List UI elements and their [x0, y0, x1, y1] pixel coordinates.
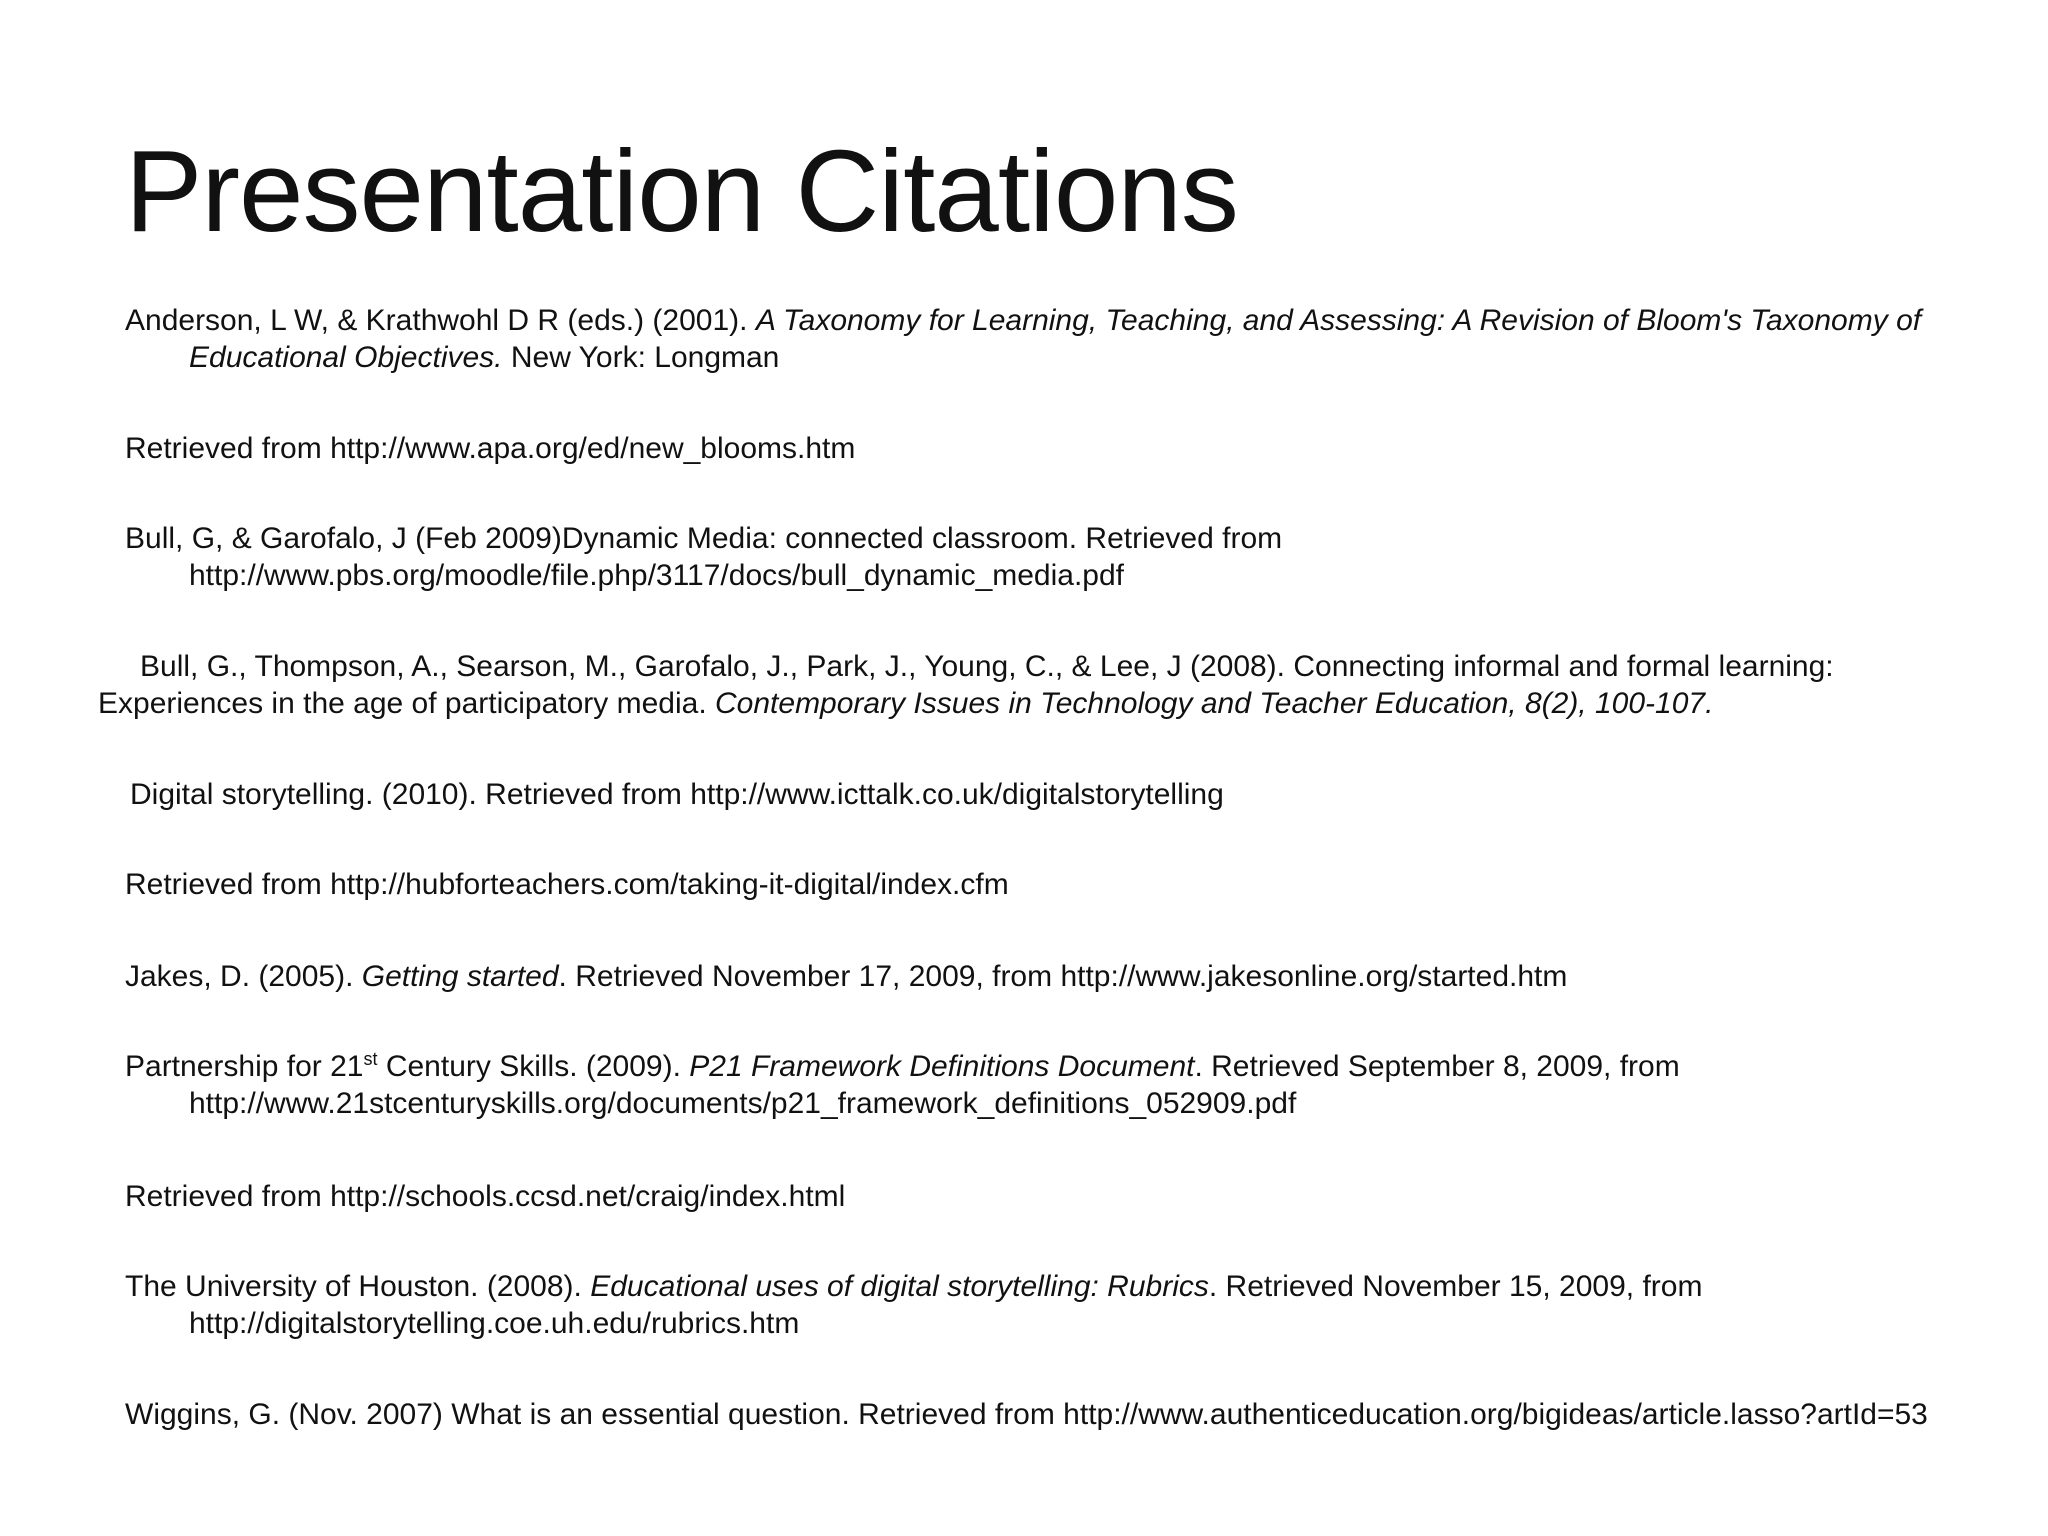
citation-line: Wiggins, G. (Nov. 2007) What is an essential question. Retrieved from http://www.authenticeducation.org/bigideas/article.lasso?artId=53	[125, 1398, 1928, 1431]
citation-anderson	[125, 302, 1921, 376]
citation-url: http://digitalstorytelling.coe.uh.edu/rubrics.htm	[189, 1307, 800, 1340]
citation-ccsd	[125, 1178, 845, 1215]
citation-line: Bull, G, & Garofalo, J (Feb 2009)Dynamic Media: connected classroom. Retrieved from	[125, 522, 1283, 555]
citation-document-title: P21 Framework Definitions Document	[689, 1050, 1195, 1083]
citation-article-title: Educational uses of digital storytelling: Rubrics	[590, 1270, 1209, 1303]
citation-line: Educational Objectives. New York: Longman	[189, 341, 780, 374]
citation-bull-garofalo	[125, 520, 1282, 594]
citation-jakes	[125, 958, 1567, 995]
citation-wiggins	[125, 1396, 1928, 1433]
citation-bull-et-al	[98, 648, 1834, 722]
citation-line: The University of Houston. (2008). Educational uses of digital storytelling: Rubrics. Retrieved November 15, 2009, from	[125, 1270, 1703, 1303]
citation-university-of-houston	[125, 1268, 1702, 1342]
citation-line: Retrieved from http://hubforteachers.com/taking-it-digital/index.cfm	[125, 868, 1009, 901]
citation-line: Digital storytelling. (2010). Retrieved from http://www.icttalk.co.uk/digitalstorytelling	[130, 778, 1224, 811]
citation-url: http://www.21stcenturyskills.org/documents/p21_framework_definitions_052909.pdf	[189, 1087, 1297, 1120]
citation-line: Jakes, D. (2005). Getting started. Retrieved November 17, 2009, from http://www.jakesonline.org/started.htm	[125, 960, 1568, 993]
citation-apa	[125, 430, 855, 467]
citation-line: Retrieved from http://www.apa.org/ed/new_blooms.htm	[125, 432, 856, 465]
citation-url: http://www.pbs.org/moodle/file.php/3117/docs/bull_dynamic_media.pdf	[189, 559, 1124, 592]
citation-hubforteachers	[125, 866, 1009, 903]
citation-line: Bull, G., Thompson, A., Searson, M., Garofalo, J., Park, J., Young, C., & Lee, J (2008). Connecting informal and formal learning:	[140, 650, 1834, 683]
citation-book-title: A Taxonomy for Learning, Teaching, and Assessing: A Revision of Bloom's Taxonomy of	[755, 304, 1922, 337]
citation-digital-storytelling	[130, 776, 1224, 813]
slide-title: Presentation Citations	[125, 126, 1238, 256]
citation-line: Partnership for 21st Century Skills. (2009). P21 Framework Definitions Document. Retrieved September 8, 2009, from	[125, 1049, 1680, 1083]
citation-article-title: Getting started	[361, 960, 559, 993]
citation-line: Retrieved from http://schools.ccsd.net/craig/index.html	[125, 1180, 846, 1213]
citation-line: Experiences in the age of participatory media. Contemporary Issues in Technology and Teacher Education, 8(2), 100-107.	[98, 687, 1714, 720]
citation-p21	[125, 1048, 1680, 1122]
citation-book-title: Educational Objectives.	[189, 341, 503, 374]
citation-line: Anderson, L W, & Krathwohl D R (eds.) (2001). A Taxonomy for Learning, Teaching, and Assessing: A Revision of Bloom's Taxonomy of	[125, 304, 1922, 337]
citation-journal-title: Contemporary Issues in Technology and Teacher Education, 8(2), 100-107.	[715, 687, 1714, 720]
